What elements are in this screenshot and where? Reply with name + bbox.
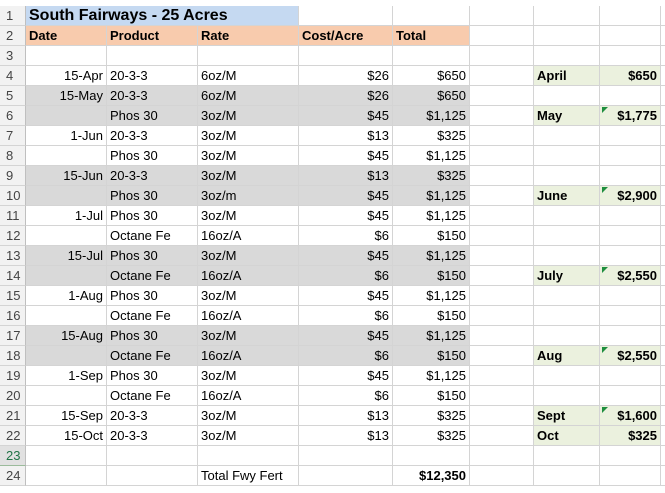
sheet-row-14 [0,266,665,286]
total-cell[interactable] [393,446,470,466]
cell-f17[interactable] [470,326,534,346]
product-cell[interactable]: 20-3-3 [107,66,198,86]
comment-indicator-icon [602,407,608,413]
cell-i14[interactable] [661,266,665,286]
grand-total-label[interactable]: Total Fwy Fert [198,466,299,486]
date-cell[interactable]: 15-Jul [26,246,107,266]
cost-per-acre-cell[interactable]: $45 [299,206,393,226]
cell-i21[interactable] [661,406,665,426]
total-cell[interactable]: $650 [393,66,470,86]
row-header-7[interactable]: 7 [0,126,26,146]
product-cell[interactable]: Phos 30 [107,246,198,266]
total-cell[interactable]: $1,125 [393,286,470,306]
comment-indicator-icon [602,267,608,273]
sheet-row-19 [0,366,665,386]
cell-f7[interactable] [470,126,534,146]
sheet-row-12 [0,226,665,246]
month-total[interactable] [600,366,661,386]
column-header-cost[interactable]: Cost/Acre [299,26,393,46]
sheet-row-4 [0,66,665,86]
column-header-total[interactable]: Total [393,26,470,46]
cell-f4[interactable] [470,66,534,86]
cell-d1[interactable] [299,6,393,26]
product-cell[interactable]: Phos 30 [107,106,198,126]
cell-i7[interactable] [661,126,665,146]
sheet-row-22 [0,426,665,446]
month-total[interactable] [600,46,661,66]
cell-f16[interactable] [470,306,534,326]
product-cell[interactable]: 20-3-3 [107,166,198,186]
month-label[interactable] [534,386,600,406]
date-cell[interactable]: 15-Apr [26,66,107,86]
rate-cell[interactable]: 3oz/M [198,246,299,266]
cell-i18[interactable] [661,346,665,366]
cost-per-acre-cell[interactable]: $26 [299,66,393,86]
month-total[interactable] [600,146,661,166]
row-header-3[interactable]: 3 [0,46,26,66]
row-header-22[interactable]: 22 [0,426,26,446]
sheet-row-1 [0,6,665,26]
cell-f11[interactable] [470,206,534,226]
month-total[interactable]: $2,900 [600,186,661,206]
row-header-14[interactable]: 14 [0,266,26,286]
product-cell[interactable]: Phos 30 [107,186,198,206]
month-total[interactable] [600,86,661,106]
rate-cell[interactable]: 6oz/M [198,66,299,86]
product-cell[interactable]: Octane Fe [107,226,198,246]
date-cell[interactable] [26,146,107,166]
total-cell[interactable] [393,46,470,66]
product-cell[interactable]: Phos 30 [107,366,198,386]
cost-per-acre-cell[interactable]: $13 [299,426,393,446]
month-label[interactable] [534,366,600,386]
rate-cell[interactable]: 3oz/M [198,206,299,226]
cell-f20[interactable] [470,386,534,406]
cost-per-acre-cell[interactable]: $6 [299,346,393,366]
cell-i1[interactable] [661,6,665,26]
cell-f18[interactable] [470,346,534,366]
cost-per-acre-cell[interactable]: $13 [299,166,393,186]
total-cell[interactable]: $1,125 [393,206,470,226]
rate-cell[interactable]: 16oz/A [198,386,299,406]
cell-f2[interactable] [470,26,534,46]
cost-per-acre-cell[interactable] [299,446,393,466]
total-cell[interactable]: $1,125 [393,106,470,126]
product-cell[interactable]: 20-3-3 [107,406,198,426]
total-cell[interactable]: $325 [393,426,470,446]
date-cell[interactable]: 15-May [26,86,107,106]
total-cell[interactable]: $150 [393,386,470,406]
cost-per-acre-cell[interactable]: $6 [299,266,393,286]
cell-f10[interactable] [470,186,534,206]
row-header-10[interactable]: 10 [0,186,26,206]
sheet-row-23 [0,446,665,466]
cell-f15[interactable] [470,286,534,306]
cost-per-acre-cell[interactable]: $6 [299,226,393,246]
date-cell[interactable] [26,306,107,326]
cell-f24[interactable] [470,466,534,486]
row-header-16[interactable]: 16 [0,306,26,326]
cell-i23[interactable] [661,446,665,466]
cost-per-acre-cell[interactable]: $45 [299,366,393,386]
cost-per-acre-cell[interactable]: $45 [299,146,393,166]
cost-per-acre-cell[interactable]: $45 [299,106,393,126]
month-label[interactable]: June [534,186,600,206]
month-total[interactable] [600,206,661,226]
cell-h2[interactable] [600,26,661,46]
month-label[interactable] [534,306,600,326]
cell-f14[interactable] [470,266,534,286]
cell-i10[interactable] [661,186,665,206]
row-header-21[interactable]: 21 [0,406,26,426]
cell-d24[interactable] [299,466,393,486]
cost-per-acre-cell[interactable]: $6 [299,306,393,326]
month-total[interactable] [600,166,661,186]
total-cell[interactable]: $650 [393,86,470,106]
date-cell[interactable] [26,346,107,366]
total-cell[interactable]: $150 [393,346,470,366]
month-label[interactable]: Aug [534,346,600,366]
sheet-row-18 [0,346,665,366]
cost-per-acre-cell[interactable]: $13 [299,126,393,146]
row-header-19[interactable]: 19 [0,366,26,386]
rate-cell[interactable]: 3oz/M [198,166,299,186]
comment-indicator-icon [602,187,608,193]
month-label[interactable] [534,166,600,186]
row-header-13[interactable]: 13 [0,246,26,266]
rate-cell[interactable]: 16oz/A [198,306,299,326]
date-cell[interactable]: 1-Jun [26,126,107,146]
row-header-23[interactable]: 23 [0,446,26,466]
product-cell[interactable]: Phos 30 [107,146,198,166]
month-label[interactable] [534,86,600,106]
row-header-2[interactable]: 2 [0,26,26,46]
cell-f22[interactable] [470,426,534,446]
row-header-15[interactable]: 15 [0,286,26,306]
row-header-24[interactable]: 24 [0,466,26,486]
month-label[interactable] [534,126,600,146]
rate-cell[interactable]: 3oz/M [198,146,299,166]
month-label[interactable] [534,46,600,66]
sheet-row-21 [0,406,665,426]
month-total[interactable]: $650 [600,66,661,86]
sheet-row-2 [0,26,665,46]
month-total[interactable] [600,386,661,406]
cell-f1[interactable] [470,6,534,26]
month-label[interactable] [534,226,600,246]
cost-per-acre-cell[interactable]: $45 [299,246,393,266]
product-cell[interactable]: Octane Fe [107,306,198,326]
cost-per-acre-cell[interactable]: $45 [299,326,393,346]
month-label[interactable] [534,286,600,306]
date-cell[interactable] [26,106,107,126]
cell-f21[interactable] [470,406,534,426]
rate-cell[interactable]: 16oz/A [198,346,299,366]
rate-cell[interactable] [198,46,299,66]
cell-f5[interactable] [470,86,534,106]
rate-cell[interactable]: 3oz/M [198,326,299,346]
product-cell[interactable]: 20-3-3 [107,426,198,446]
month-total[interactable] [600,446,661,466]
date-cell[interactable]: 15-Oct [26,426,107,446]
total-cell[interactable]: $325 [393,406,470,426]
cell-i19[interactable] [661,366,665,386]
cell-f6[interactable] [470,106,534,126]
date-cell[interactable] [26,186,107,206]
date-cell[interactable] [26,266,107,286]
row-header-20[interactable]: 20 [0,386,26,406]
total-cell[interactable]: $1,125 [393,326,470,346]
sheet-row-5 [0,86,665,106]
product-cell[interactable]: Octane Fe [107,386,198,406]
month-total[interactable] [600,126,661,146]
cell-i4[interactable] [661,66,665,86]
sheet-row-10 [0,186,665,206]
cell-h24[interactable] [600,466,661,486]
cell-i20[interactable] [661,386,665,406]
cell-a24[interactable] [26,466,107,486]
rate-cell[interactable]: 3oz/m [198,186,299,206]
column-header-rate[interactable]: Rate [198,26,299,46]
total-cell[interactable]: $150 [393,306,470,326]
month-total[interactable]: $2,550 [600,346,661,366]
product-cell[interactable]: Phos 30 [107,206,198,226]
month-total[interactable]: $1,600 [600,406,661,426]
cell-b24[interactable] [107,466,198,486]
row-header-12[interactable]: 12 [0,226,26,246]
cell-i9[interactable] [661,166,665,186]
row-header-9[interactable]: 9 [0,166,26,186]
cell-i13[interactable] [661,246,665,266]
cell-f19[interactable] [470,366,534,386]
product-cell[interactable]: Phos 30 [107,286,198,306]
sheet-row-13 [0,246,665,266]
cell-f23[interactable] [470,446,534,466]
month-label[interactable]: Sept [534,406,600,426]
cell-i8[interactable] [661,146,665,166]
column-header-product[interactable]: Product [107,26,198,46]
cell-i22[interactable] [661,426,665,446]
rate-cell[interactable]: 3oz/M [198,106,299,126]
rate-cell[interactable]: 6oz/M [198,86,299,106]
cell-i6[interactable] [661,106,665,126]
product-cell[interactable] [107,446,198,466]
cost-per-acre-cell[interactable]: $45 [299,286,393,306]
rate-cell[interactable]: 16oz/A [198,266,299,286]
cost-per-acre-cell[interactable]: $6 [299,386,393,406]
cell-f8[interactable] [470,146,534,166]
sheet-row-6 [0,106,665,126]
cell-f13[interactable] [470,246,534,266]
month-total[interactable]: $325 [600,426,661,446]
total-cell[interactable]: $150 [393,266,470,286]
row-header-11[interactable]: 11 [0,206,26,226]
sheet-row-15 [0,286,665,306]
month-label[interactable]: Oct [534,426,600,446]
cell-g24[interactable] [534,466,600,486]
row-header-8[interactable]: 8 [0,146,26,166]
comment-indicator-icon [602,107,608,113]
month-label[interactable] [534,326,600,346]
cell-i3[interactable] [661,46,665,66]
month-total[interactable] [600,326,661,346]
product-cell[interactable]: 20-3-3 [107,126,198,146]
total-cell[interactable]: $325 [393,126,470,146]
date-cell[interactable]: 1-Jul [26,206,107,226]
date-cell[interactable] [26,46,107,66]
cell-i16[interactable] [661,306,665,326]
date-cell[interactable]: 1-Sep [26,366,107,386]
cell-i24[interactable] [661,466,665,486]
grand-total-value[interactable]: $12,350 [393,466,470,486]
total-cell[interactable]: $1,125 [393,246,470,266]
rate-cell[interactable]: 3oz/M [198,426,299,446]
month-label[interactable] [534,146,600,166]
date-cell[interactable]: 1-Aug [26,286,107,306]
total-cell[interactable]: $1,125 [393,146,470,166]
column-header-date[interactable]: Date [26,26,107,46]
month-label[interactable]: July [534,266,600,286]
sheet-row-17 [0,326,665,346]
cost-per-acre-cell[interactable] [299,46,393,66]
cell-f3[interactable] [470,46,534,66]
cell-f12[interactable] [470,226,534,246]
date-cell[interactable]: 15-Aug [26,326,107,346]
date-cell[interactable] [26,226,107,246]
rate-cell[interactable]: 3oz/M [198,366,299,386]
month-label[interactable] [534,246,600,266]
total-cell[interactable]: $1,125 [393,366,470,386]
month-total[interactable]: $1,775 [600,106,661,126]
sheet-title[interactable]: South Fairways - 25 Acres [26,6,299,26]
product-cell[interactable]: Octane Fe [107,266,198,286]
date-cell[interactable] [26,446,107,466]
row-header-1[interactable]: 1 [0,6,26,26]
sheet-row-3 [0,46,665,66]
date-cell[interactable]: 15-Jun [26,166,107,186]
rate-cell[interactable] [198,446,299,466]
month-total[interactable] [600,226,661,246]
total-cell[interactable]: $1,125 [393,186,470,206]
month-label[interactable] [534,206,600,226]
month-label[interactable]: May [534,106,600,126]
cell-g1[interactable] [534,6,600,26]
row-header-17[interactable]: 17 [0,326,26,346]
month-label[interactable] [534,446,600,466]
date-cell[interactable] [26,386,107,406]
cell-i12[interactable] [661,226,665,246]
row-header-18[interactable]: 18 [0,346,26,366]
product-cell[interactable]: Octane Fe [107,346,198,366]
month-total[interactable] [600,246,661,266]
rate-cell[interactable]: 16oz/A [198,226,299,246]
total-cell[interactable]: $150 [393,226,470,246]
sheet-row-7 [0,126,665,146]
sheet-row-8 [0,146,665,166]
sheet-row-9 [0,166,665,186]
month-label[interactable]: April [534,66,600,86]
rate-cell[interactable]: 3oz/M [198,286,299,306]
cell-h1[interactable] [600,6,661,26]
cost-per-acre-cell[interactable]: $13 [299,406,393,426]
cell-i15[interactable] [661,286,665,306]
date-cell[interactable]: 15-Sep [26,406,107,426]
row-header-6[interactable]: 6 [0,106,26,126]
cost-per-acre-cell[interactable]: $26 [299,86,393,106]
cell-g2[interactable] [534,26,600,46]
cell-i5[interactable] [661,86,665,106]
sheet-row-20 [0,386,665,406]
sheet-row-24 [0,466,665,486]
row-header-5[interactable]: 5 [0,86,26,106]
cell-i17[interactable] [661,326,665,346]
month-total[interactable] [600,306,661,326]
comment-indicator-icon [602,347,608,353]
rate-cell[interactable]: 3oz/M [198,126,299,146]
cell-i2[interactable] [661,26,665,46]
product-cell[interactable] [107,46,198,66]
month-total[interactable] [600,286,661,306]
cost-per-acre-cell[interactable]: $45 [299,186,393,206]
cell-i11[interactable] [661,206,665,226]
row-header-4[interactable]: 4 [0,66,26,86]
sheet-row-11 [0,206,665,226]
cell-e1[interactable] [393,6,470,26]
rate-cell[interactable]: 3oz/M [198,406,299,426]
total-cell[interactable]: $325 [393,166,470,186]
sheet-row-16 [0,306,665,326]
month-total[interactable]: $2,550 [600,266,661,286]
product-cell[interactable]: 20-3-3 [107,86,198,106]
product-cell[interactable]: Phos 30 [107,326,198,346]
cell-f9[interactable] [470,166,534,186]
